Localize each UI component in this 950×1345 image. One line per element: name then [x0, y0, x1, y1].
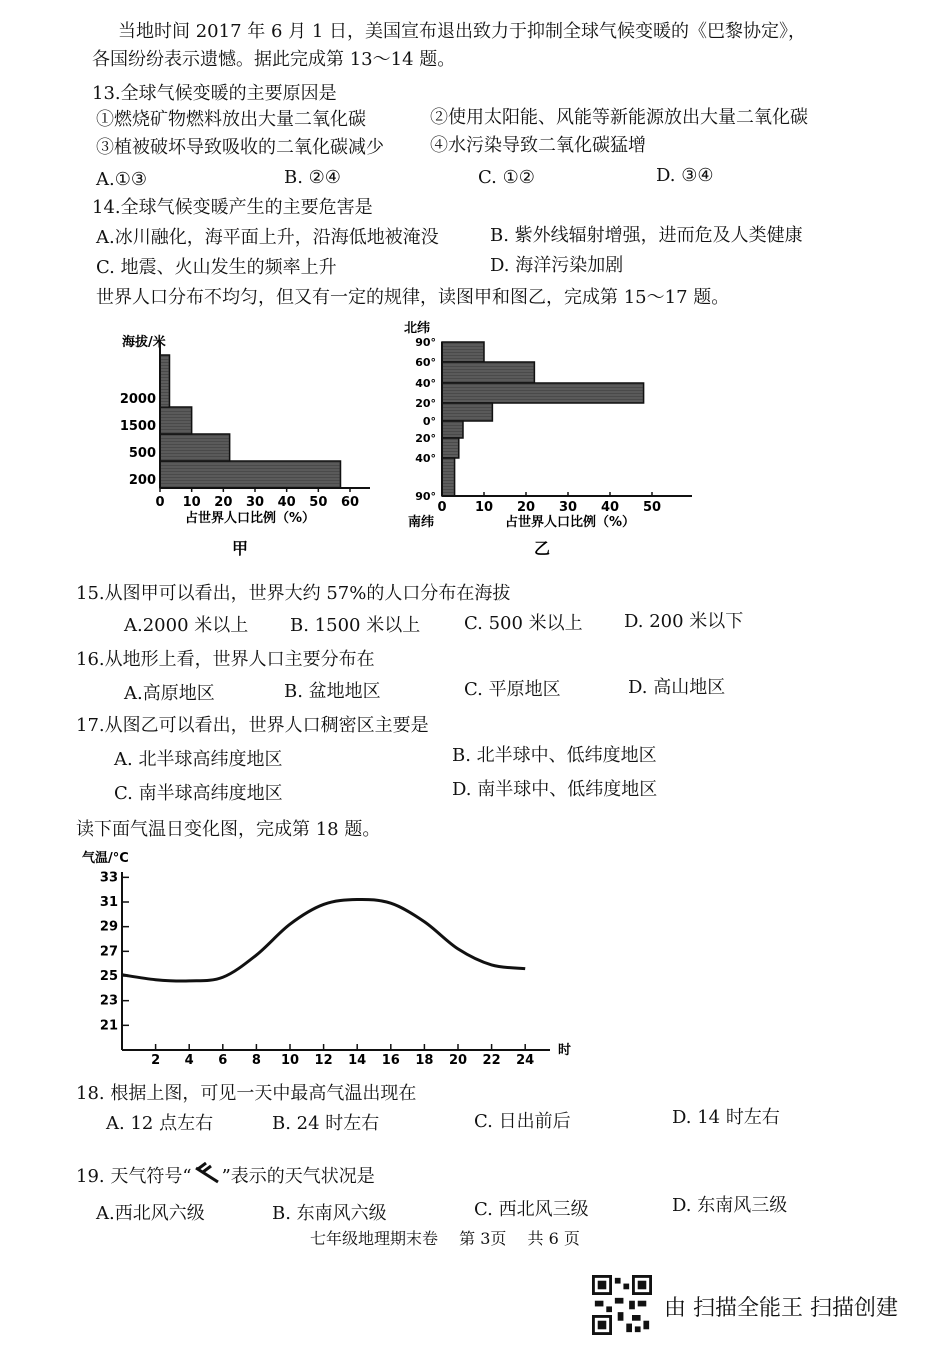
q14-option-b: B. 紫外线辐射增强，进而危及人类健康 [490, 225, 803, 246]
q13-item1: ①燃烧矿物燃料放出大量二氧化碳 [96, 109, 366, 130]
footer-title: 七年级地理期末卷 [310, 1229, 439, 1248]
temp-xtick-14: 14 [348, 1053, 367, 1067]
alt-bar-1500 [160, 407, 192, 434]
q19-option-a: A.西北风六级 [96, 1203, 205, 1224]
q14-option-d: D. 海洋污染加剧 [490, 255, 624, 276]
lat-chart-ylabel: 北纬 [404, 321, 431, 336]
alt-chart-xlabel: 占世界人口比例（%） [184, 511, 316, 526]
chart-altitude-population [110, 320, 380, 560]
temp-chart-xlabel: 时 [558, 1043, 572, 1058]
q16-option-a: A.高原地区 [124, 683, 215, 704]
q15-option-d: D. 200 米以下 [624, 611, 744, 632]
temp-xtick-24: 24 [516, 1053, 535, 1067]
lat-xtick-50: 50 [642, 500, 662, 515]
alt-xtick-50: 50 [309, 495, 328, 510]
lat-ytick-4: 0° [422, 415, 436, 428]
qr-code-icon [592, 1275, 652, 1335]
lat-ytick-6: 40° [415, 452, 436, 465]
q13-option-d: D. ③④ [656, 165, 714, 186]
q15-option-a: A.2000 米以上 [124, 615, 249, 636]
q13-option-a: A.①③ [96, 169, 147, 190]
temp-xtick-10: 10 [280, 1053, 300, 1067]
alt-tick-2000: 2000 [119, 392, 156, 407]
q19-stem-part2: ”表示的天气状况是 [221, 1166, 375, 1187]
q15-stem: 15.从图甲可以看出，世界大约 57%的人口分布在海拔 [76, 583, 511, 604]
alt-tick-200: 200 [128, 473, 156, 488]
q18-option-c: C. 日出前后 [474, 1111, 571, 1132]
temp-ytick-33: 33 [99, 870, 118, 886]
footer-total: 共 6 页 [527, 1229, 580, 1248]
q15-option-b: B. 1500 米以上 [290, 615, 421, 636]
temp-ytick-27: 27 [99, 944, 118, 960]
lat-xtick-30: 30 [558, 500, 578, 515]
lat-chart-xlabel: 占世界人口比例（%） [504, 515, 636, 530]
q13-item3: ③植被破坏导致吸收的二氧化碳减少 [96, 137, 384, 158]
temp-xtick-2: 2 [151, 1053, 161, 1067]
page-footer [310, 1226, 596, 1249]
temp-xtick-6: 6 [218, 1053, 228, 1067]
alt-chart-ylabel: 海拔/米 [122, 335, 166, 350]
q19-stem-part1: 19. 天气符号“ [76, 1166, 192, 1187]
temp-xtick-8: 8 [251, 1053, 261, 1067]
alt-bar-200 [160, 461, 341, 488]
lat-ytick-1: 60° [415, 356, 436, 369]
q15-option-c: C. 500 米以上 [464, 613, 583, 634]
q17-option-c: C. 南半球高纬度地区 [114, 783, 283, 804]
temp-ytick-29: 29 [99, 919, 118, 935]
q14-option-a: A.冰川融化，海平面上升，沿海低地被淹没 [96, 227, 439, 248]
q19-stem [76, 1162, 375, 1189]
temp-series-line [122, 899, 525, 981]
lat-xtick-10: 10 [474, 500, 494, 515]
temp-xtick-20: 20 [448, 1053, 468, 1067]
q18-option-b: B. 24 时左右 [272, 1113, 380, 1134]
lat-ytick-2: 40° [415, 377, 436, 390]
intro-18: 读下面气温日变化图，完成第 18 题。 [76, 819, 381, 840]
alt-tick-500: 500 [128, 446, 156, 461]
q13-item4: ④水污染导致二氧化碳猛增 [430, 135, 646, 156]
chart-latitude-population [400, 312, 700, 562]
intro-13-14-line2: 各国纷纷表示遗憾。据此完成第 13～14 题。 [92, 49, 456, 70]
lat-ytick-7: 90° [415, 490, 436, 503]
q17-option-a: A. 北半球高纬度地区 [114, 749, 283, 770]
temp-xtick-12: 12 [314, 1053, 333, 1067]
scanner-watermark [592, 1275, 932, 1337]
temp-xtick-4: 4 [184, 1053, 194, 1067]
q19-option-c: C. 西北风三级 [474, 1199, 589, 1220]
q13-stem: 13.全球气候变暖的主要原因是 [92, 83, 337, 104]
temp-xtick-18: 18 [415, 1053, 434, 1067]
chart-daily-temperature [80, 842, 580, 1067]
lat-bar-4 [442, 421, 463, 438]
lat-ytick-3: 20° [415, 397, 436, 410]
q17-option-b: B. 北半球中、低纬度地区 [452, 745, 657, 766]
alt-tick-1500: 1500 [119, 419, 156, 434]
q13-item2: ②使用太阳能、风能等新能源放出大量二氧化碳 [430, 107, 808, 128]
scanner-text: 由 扫描全能王 扫描创建 [664, 1296, 898, 1321]
q17-stem: 17.从图乙可以看出，世界人口稠密区主要是 [76, 715, 429, 736]
q16-option-d: D. 高山地区 [628, 677, 726, 698]
alt-xtick-40: 40 [277, 495, 296, 510]
q19-option-d: D. 东南风三级 [672, 1195, 788, 1216]
q16-option-b: B. 盆地地区 [284, 681, 381, 702]
q18-option-a: A. 12 点左右 [106, 1113, 214, 1134]
lat-xtick-20: 20 [516, 500, 536, 515]
temp-xtick-22: 22 [482, 1053, 501, 1067]
alt-xtick-20: 20 [214, 495, 233, 510]
q13-option-c: C. ①② [478, 167, 535, 188]
alt-chart-caption: 甲 [231, 539, 249, 558]
footer-page: 第 3页 [459, 1229, 507, 1248]
temp-xtick-16: 16 [381, 1053, 400, 1067]
lat-ytick-5: 20° [415, 432, 436, 445]
alt-xtick-30: 30 [245, 495, 265, 510]
lat-xtick-40: 40 [600, 500, 620, 515]
q18-stem: 18. 根据上图，可见一天中最高气温出现在 [76, 1083, 417, 1104]
temp-ytick-21: 21 [99, 1018, 118, 1034]
temp-ytick-25: 25 [99, 969, 118, 984]
lat-ytick-0: 90° [415, 336, 436, 349]
temp-chart-ylabel: 气温/°C [82, 851, 129, 866]
q16-stem: 16.从地形上看，世界人口主要分布在 [76, 649, 375, 670]
temp-ytick-23: 23 [99, 993, 118, 1009]
q19-option-b: B. 东南风六级 [272, 1203, 387, 1224]
alt-bar-500 [160, 434, 230, 461]
intro-13-14-line1: 当地时间 2017 年 6 月 1 日，美国宣布退出致力于抑制全球气候变暖的《巴黎协定》， [118, 21, 807, 42]
alt-xtick-10: 10 [182, 495, 201, 510]
alt-xtick-60: 60 [340, 495, 360, 510]
lat-chart-caption: 乙 [533, 539, 551, 558]
lat-chart-ylabel-bottom: 南纬 [408, 515, 435, 530]
alt-xtick-0: 0 [155, 495, 165, 510]
lat-xtick-0: 0 [437, 500, 447, 515]
q14-stem: 14.全球气候变暖产生的主要危害是 [92, 197, 373, 218]
wind-symbol-icon [192, 1162, 222, 1186]
alt-bar-2000 [160, 355, 170, 407]
q16-option-c: C. 平原地区 [464, 679, 561, 700]
temp-ytick-31: 31 [99, 895, 118, 910]
q14-option-c: C. 地震、火山发生的频率上升 [96, 257, 337, 278]
intro-15-17: 世界人口分布不均匀，但又有一定的规律，读图甲和图乙，完成第 15～17 题。 [96, 287, 730, 308]
q13-option-b: B. ②④ [284, 167, 341, 188]
q17-option-d: D. 南半球中、低纬度地区 [452, 779, 658, 800]
q18-option-d: D. 14 时左右 [672, 1107, 780, 1128]
